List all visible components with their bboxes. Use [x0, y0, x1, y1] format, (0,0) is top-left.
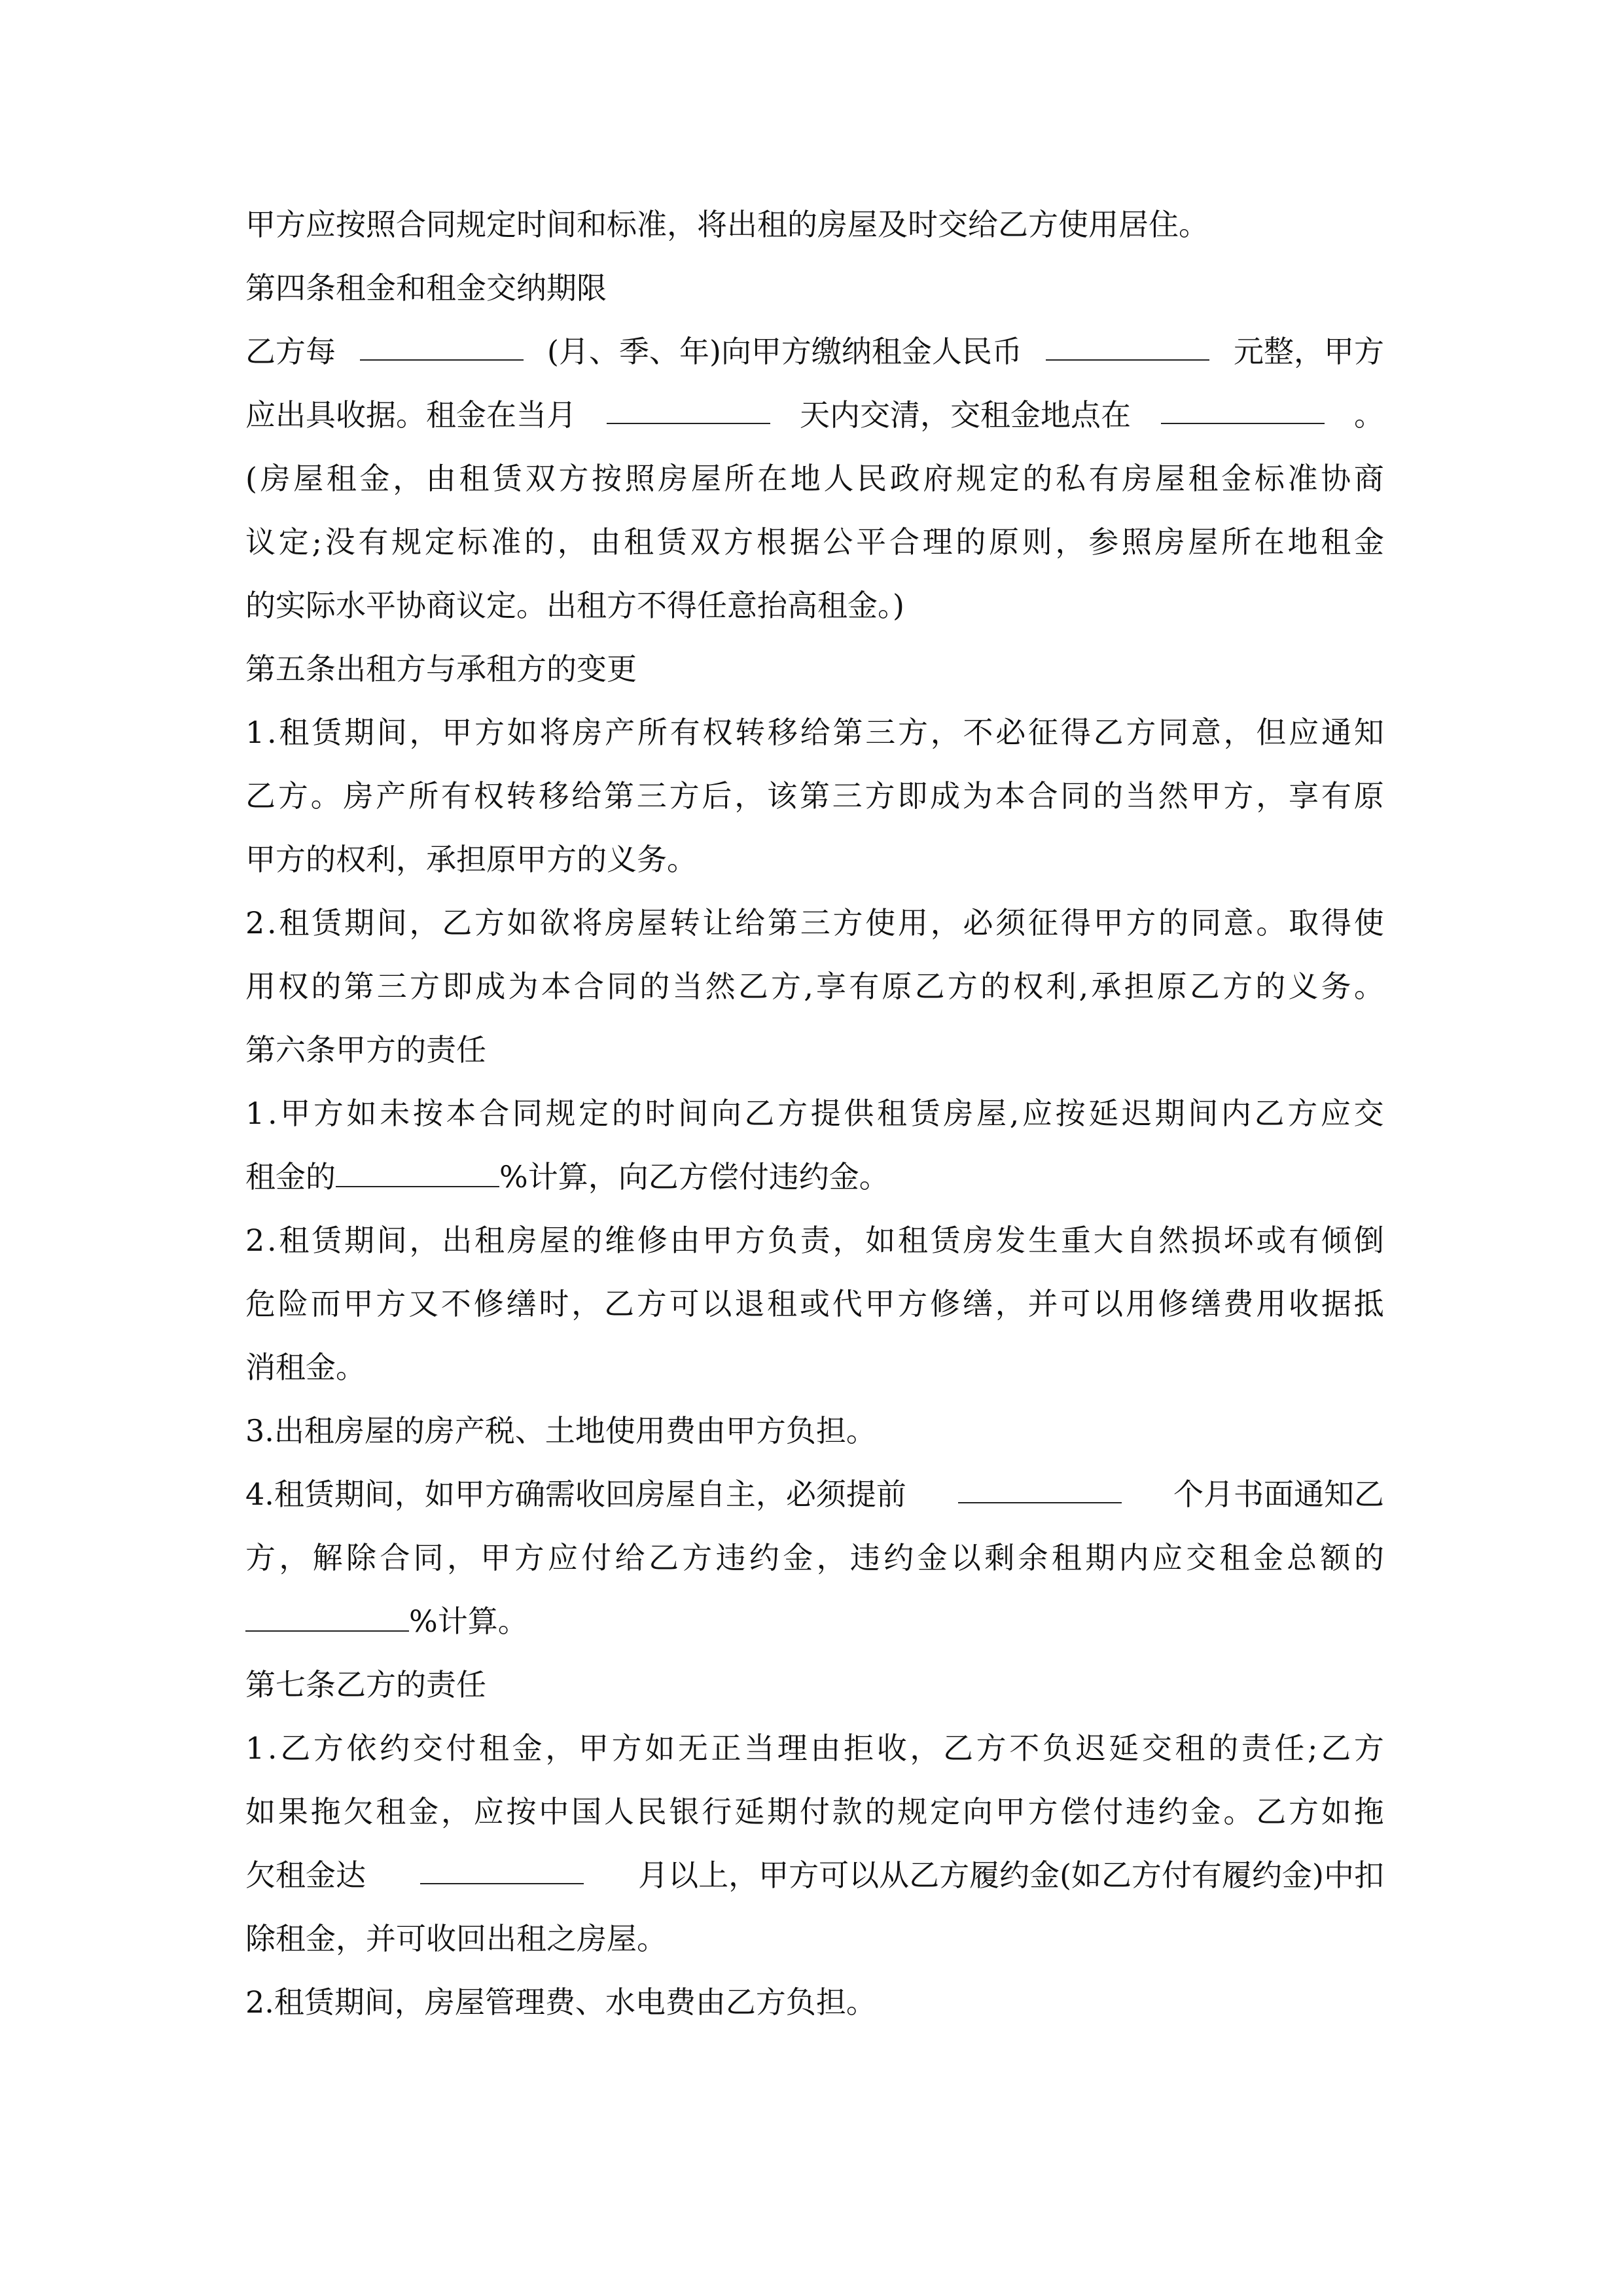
- text-line: 甲方应按照合同规定时间和标准，将出租的房屋及时交给乙方使用居住。: [245, 207, 1209, 242]
- text-line: 第七条乙方的责任: [245, 1667, 486, 1702]
- text-segment: 乙方每: [245, 334, 336, 369]
- text-line: ( 房 屋 租 金 ， 由 租 赁 双 方 按 照 房 屋 所 在 地 人 民 政 府 规 定 的 私 有 房 屋 租 金 标 准 协 商: [245, 461, 1384, 496]
- fill-in-blank[interactable]: [245, 1591, 409, 1632]
- text-line: 第四条租金和租金交纳期限: [245, 270, 607, 306]
- text-line: 的实际水平协商议定。出租方不得任意抬高租金。): [245, 588, 904, 623]
- text-segment: 欠租金达: [245, 1857, 366, 1893]
- fill-in-blank[interactable]: [607, 384, 770, 424]
- text-line: 2.租赁期间，房屋管理费、水电费由乙方负担。: [245, 1984, 876, 2020]
- text-line: 1 . 乙 方 依 约 交 付 租 金 ， 甲 方 如 无 正 当 理 由 拒 收 ， 乙 方 不 负 迟 延 交 租 的 责 任 ; 乙 方: [245, 1731, 1384, 1766]
- text-segment: 元整，甲方: [1233, 334, 1384, 369]
- fill-in-blank[interactable]: [1046, 320, 1209, 361]
- text-line: 如 果 拖 欠 租 金 ， 应 按 中 国 人 民 银 行 延 期 付 款 的 规 定 向 甲 方 偿 付 违 约 金 。 乙 方 如 拖: [245, 1794, 1384, 1829]
- text-line: 用 权 的 第 三 方 即 成 为 本 合 同 的 当 然 乙 方 , 享 有 原 乙 方 的 权 利 , 承 担 原 乙 方 的 义 务 。: [245, 969, 1384, 1004]
- text-line: 2 . 租 赁 期 间 ， 乙 方 如 欲 将 房 屋 转 让 给 第 三 方 使 用 ， 必 须 征 得 甲 方 的 同 意 。 取 得 使: [245, 905, 1384, 941]
- text-line: [245, 1463, 1384, 1526]
- text-line: 第五条出租方与承租方的变更: [245, 651, 637, 687]
- text-line: 方 ， 解 除 合 同 ， 甲 方 应 付 给 乙 方 违 约 金 ， 违 约 金 以 剩 余 租 期 内 应 交 租 金 总 额 的: [245, 1540, 1384, 1575]
- text-line: 2 . 租 赁 期 间 ， 出 租 房 屋 的 维 修 由 甲 方 负 责 ， 如 租 赁 房 发 生 重 大 自 然 损 坏 或 有 倾 倒: [245, 1223, 1384, 1258]
- text-line: 乙 方 。 房 产 所 有 权 转 移 给 第 三 方 后 ， 该 第 三 方 即 成 为 本 合 同 的 当 然 甲 方 ， 享 有 原: [245, 778, 1384, 814]
- text-segment: 月以上，甲方可以从乙方履约金(如乙方付有履约金)中扣: [638, 1857, 1384, 1893]
- fill-in-blank[interactable]: [360, 320, 524, 361]
- text-line: [245, 320, 1384, 384]
- fill-in-blank[interactable]: [958, 1463, 1122, 1503]
- fill-in-blank[interactable]: [1161, 384, 1325, 424]
- text-line: 议 定 ; 没 有 规 定 标 准 的 ， 由 租 赁 双 方 根 据 公 平 合 理 的 原 则 ， 参 照 房 屋 所 在 地 租 金: [245, 524, 1384, 560]
- text-line: 1 . 甲 方 如 未 按 本 合 同 规 定 的 时 间 向 乙 方 提 供 租 赁 房 屋 , 应 按 延 迟 期 间 内 乙 方 应 交: [245, 1096, 1384, 1131]
- text-segment: %计算，向乙方偿付违约金。: [499, 1159, 889, 1194]
- text-line: [245, 1844, 1384, 1907]
- text-segment: (月、季、年)向甲方缴纳租金人民币: [547, 334, 1022, 369]
- text-line: 消租金。: [245, 1350, 366, 1385]
- text-line: 除租金，并可收回出租之房屋。: [245, 1921, 667, 1956]
- text-line: 危 险 而 甲 方 又 不 修 缮 时 ， 乙 方 可 以 退 租 或 代 甲 方 修 缮 ， 并 可 以 用 修 缮 费 用 收 据 抵: [245, 1286, 1384, 1321]
- text-line: 3.出租房屋的房产税、土地使用费由甲方负担。: [245, 1413, 876, 1448]
- text-line: 第六条甲方的责任: [245, 1032, 486, 1067]
- fill-in-blank[interactable]: [336, 1147, 499, 1187]
- text-segment: 个月书面通知乙: [1173, 1477, 1384, 1512]
- text-segment: 。: [1354, 397, 1384, 433]
- text-line: [245, 384, 1384, 447]
- text-segment: %计算。: [409, 1604, 528, 1639]
- text-segment: 应出具收据。租金在当月: [245, 397, 577, 433]
- contract-page: [245, 193, 1384, 2034]
- text-line: [245, 1590, 1384, 1653]
- fill-in-blank[interactable]: [420, 1844, 584, 1884]
- text-line: 甲方的权利，承担原甲方的义务。: [245, 842, 697, 877]
- text-line: [245, 1145, 1384, 1209]
- text-segment: 4.租赁期间，如甲方确需收回房屋自主，必须提前: [245, 1477, 906, 1512]
- text-segment: 天内交清，交租金地点在: [800, 397, 1131, 433]
- text-segment: 租金的: [245, 1159, 336, 1194]
- text-line: 1 . 租 赁 期 间 ， 甲 方 如 将 房 产 所 有 权 转 移 给 第 三 方 ， 不 必 征 得 乙 方 同 意 ， 但 应 通 知: [245, 715, 1384, 750]
